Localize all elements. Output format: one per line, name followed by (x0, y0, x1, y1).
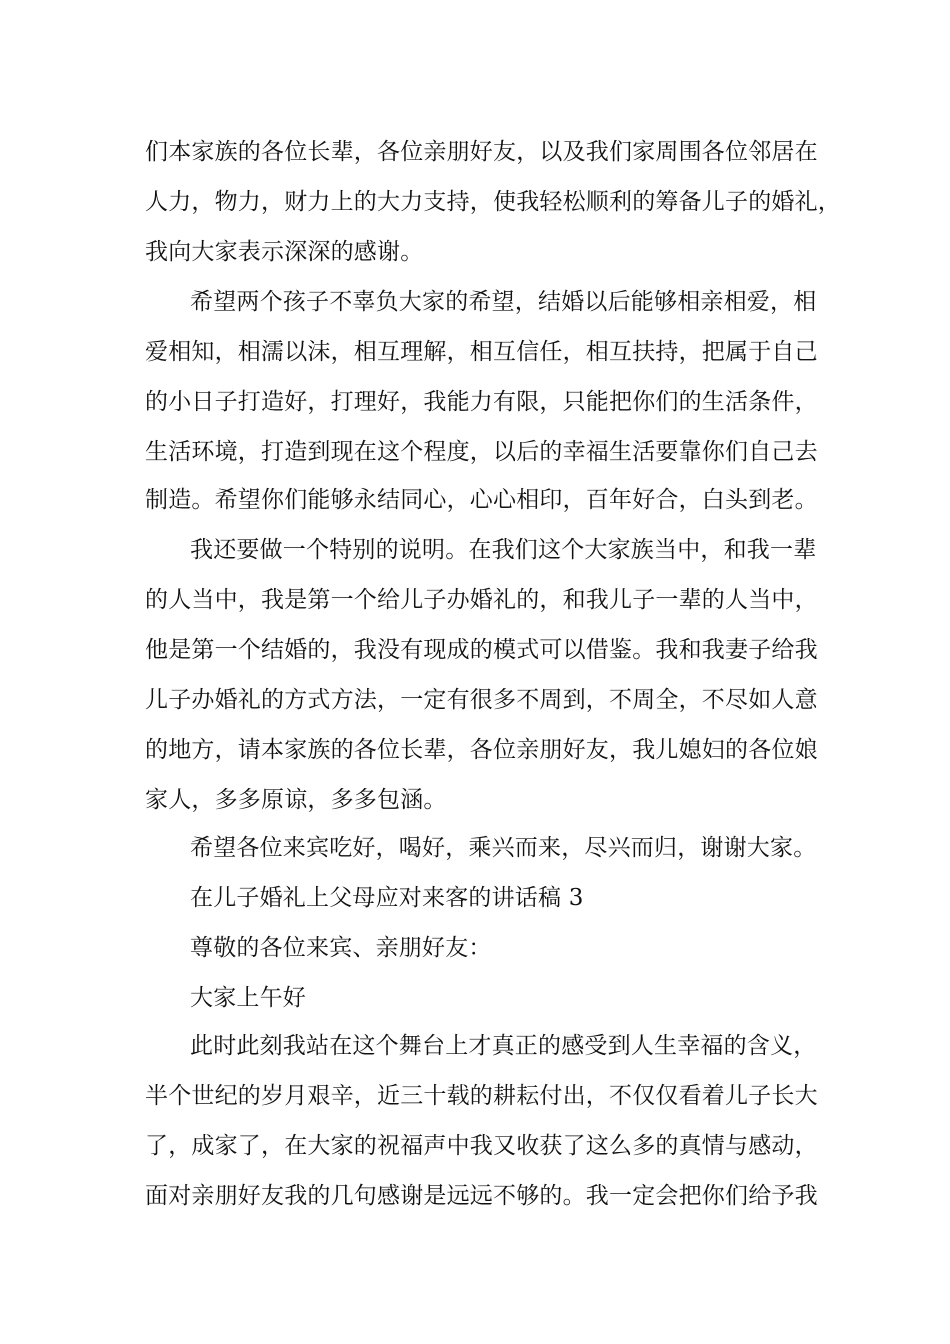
text-line: 的人当中，我是第一个给儿子办婚礼的，和我儿子一辈的人当中， (145, 587, 818, 613)
section-heading: 在儿子婚礼上父母应对来客的讲话稿 3 (190, 885, 584, 911)
paragraph-first-line: 希望两个孩子不辜负大家的希望，结婚以后能够相亲相爱，相 (190, 289, 817, 315)
paragraph-first-line: 我还要做一个特别的说明。在我们这个大家族当中，和我一辈 (190, 537, 817, 563)
text-line: 们本家族的各位长辈，各位亲朋好友，以及我们家周围各位邻居在 (145, 139, 818, 165)
text-line: 爱相知，相濡以沫，相互理解，相互信任，相互扶持，把属于自己 (145, 339, 818, 365)
text-line: 面对亲朋好友我的几句感谢是远远不够的。我一定会把你们给予我 (145, 1183, 818, 1209)
text-line: 他是第一个结婚的，我没有现成的模式可以借鉴。我和我妻子给我 (145, 637, 818, 663)
text-line: 生活环境，打造到现在这个程度，以后的幸福生活要靠你们自己去 (145, 439, 818, 465)
paragraph-first-line: 此时此刻我站在这个舞台上才真正的感受到人生幸福的含义， (190, 1033, 817, 1059)
text-line: 了，成家了，在大家的祝福声中我又收获了这么多的真情与感动， (145, 1133, 818, 1159)
greeting: 大家上午好 (190, 985, 306, 1011)
text-line: 制造。希望你们能够永结同心，心心相印，百年好合，白头到老。 (145, 487, 818, 513)
text-line: 我向大家表示深深的感谢。 (145, 239, 424, 265)
text-line: 人力，物力，财力上的大力支持，使我轻松顺利的筹备儿子的婚礼， (145, 189, 841, 215)
text-line: 家人，多多原谅，多多包涵。 (145, 787, 447, 813)
text-line: 的地方，请本家族的各位长辈，各位亲朋好友，我儿媳妇的各位娘 (145, 737, 818, 763)
text-line: 半个世纪的岁月艰辛，近三十载的耕耘付出，不仅仅看着儿子长大 (145, 1083, 818, 1109)
paragraph-first-line: 希望各位来宾吃好，喝好，乘兴而来，尽兴而归，谢谢大家。 (190, 835, 817, 861)
text-line: 的小日子打造好，打理好，我能力有限，只能把你们的生活条件， (145, 389, 818, 415)
salutation: 尊敬的各位来宾、亲朋好友： (190, 935, 492, 961)
text-line: 儿子办婚礼的方式方法，一定有很多不周到，不周全，不尽如人意 (145, 687, 818, 713)
